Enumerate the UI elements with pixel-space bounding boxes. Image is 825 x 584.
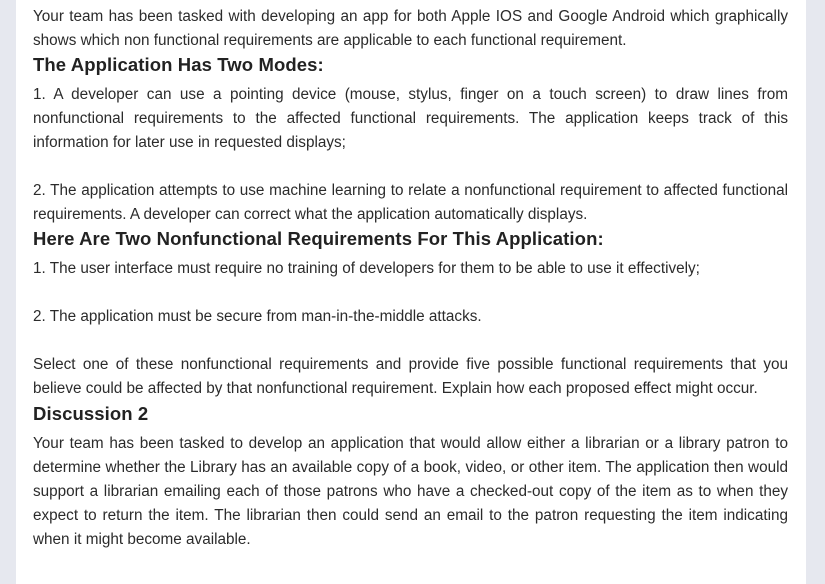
nfr-item-2: 2. The application must be secure from man-in-the-middle attacks. <box>33 308 482 325</box>
discussion-2-heading: Discussion 2 <box>33 403 149 424</box>
nfr-heading: Here Are Two Nonfunctional Requirements For This Application: <box>33 228 604 249</box>
nfr-task-paragraph: Select one of these nonfunctional requirements and provide five possible functional requirements that you believe could be affected by that nonfunctional requirement. Explain how each proposed effect might occur. <box>33 356 788 397</box>
mode-item-1: 1. A developer can use a pointing device (mouse, stylus, finger on a touch screen) to draw lines from nonfunctional requirements to the affected functional requirements. The application keeps track of this information for later use in requested displays; <box>33 86 788 151</box>
nfr-item-1: 1. The user interface must require no training of developers for them to be able to use it effectively; <box>33 260 700 277</box>
document-page <box>16 0 806 584</box>
modes-heading: The Application Has Two Modes: <box>33 54 324 75</box>
mode-item-2: 2. The application attempts to use machine learning to relate a nonfunctional requirement to affected functional requirements. A developer can correct what the application automatically displays. <box>33 182 788 223</box>
intro-paragraph: Your team has been tasked with developing an app for both Apple IOS and Google Android which graphically shows which non functional requirements are applicable to each functional requirement. <box>33 8 788 49</box>
discussion-2-body: Your team has been tasked to develop an application that would allow either a librarian or a library patron to determine whether the Library has an available copy of a book, video, or other item. The application then would support a librarian emailing each of those patrons who have a checked-out copy of the item as to when they expect to return the item. The librarian then could send an email to the patron requesting the item indicating when it might become available. <box>33 435 788 548</box>
